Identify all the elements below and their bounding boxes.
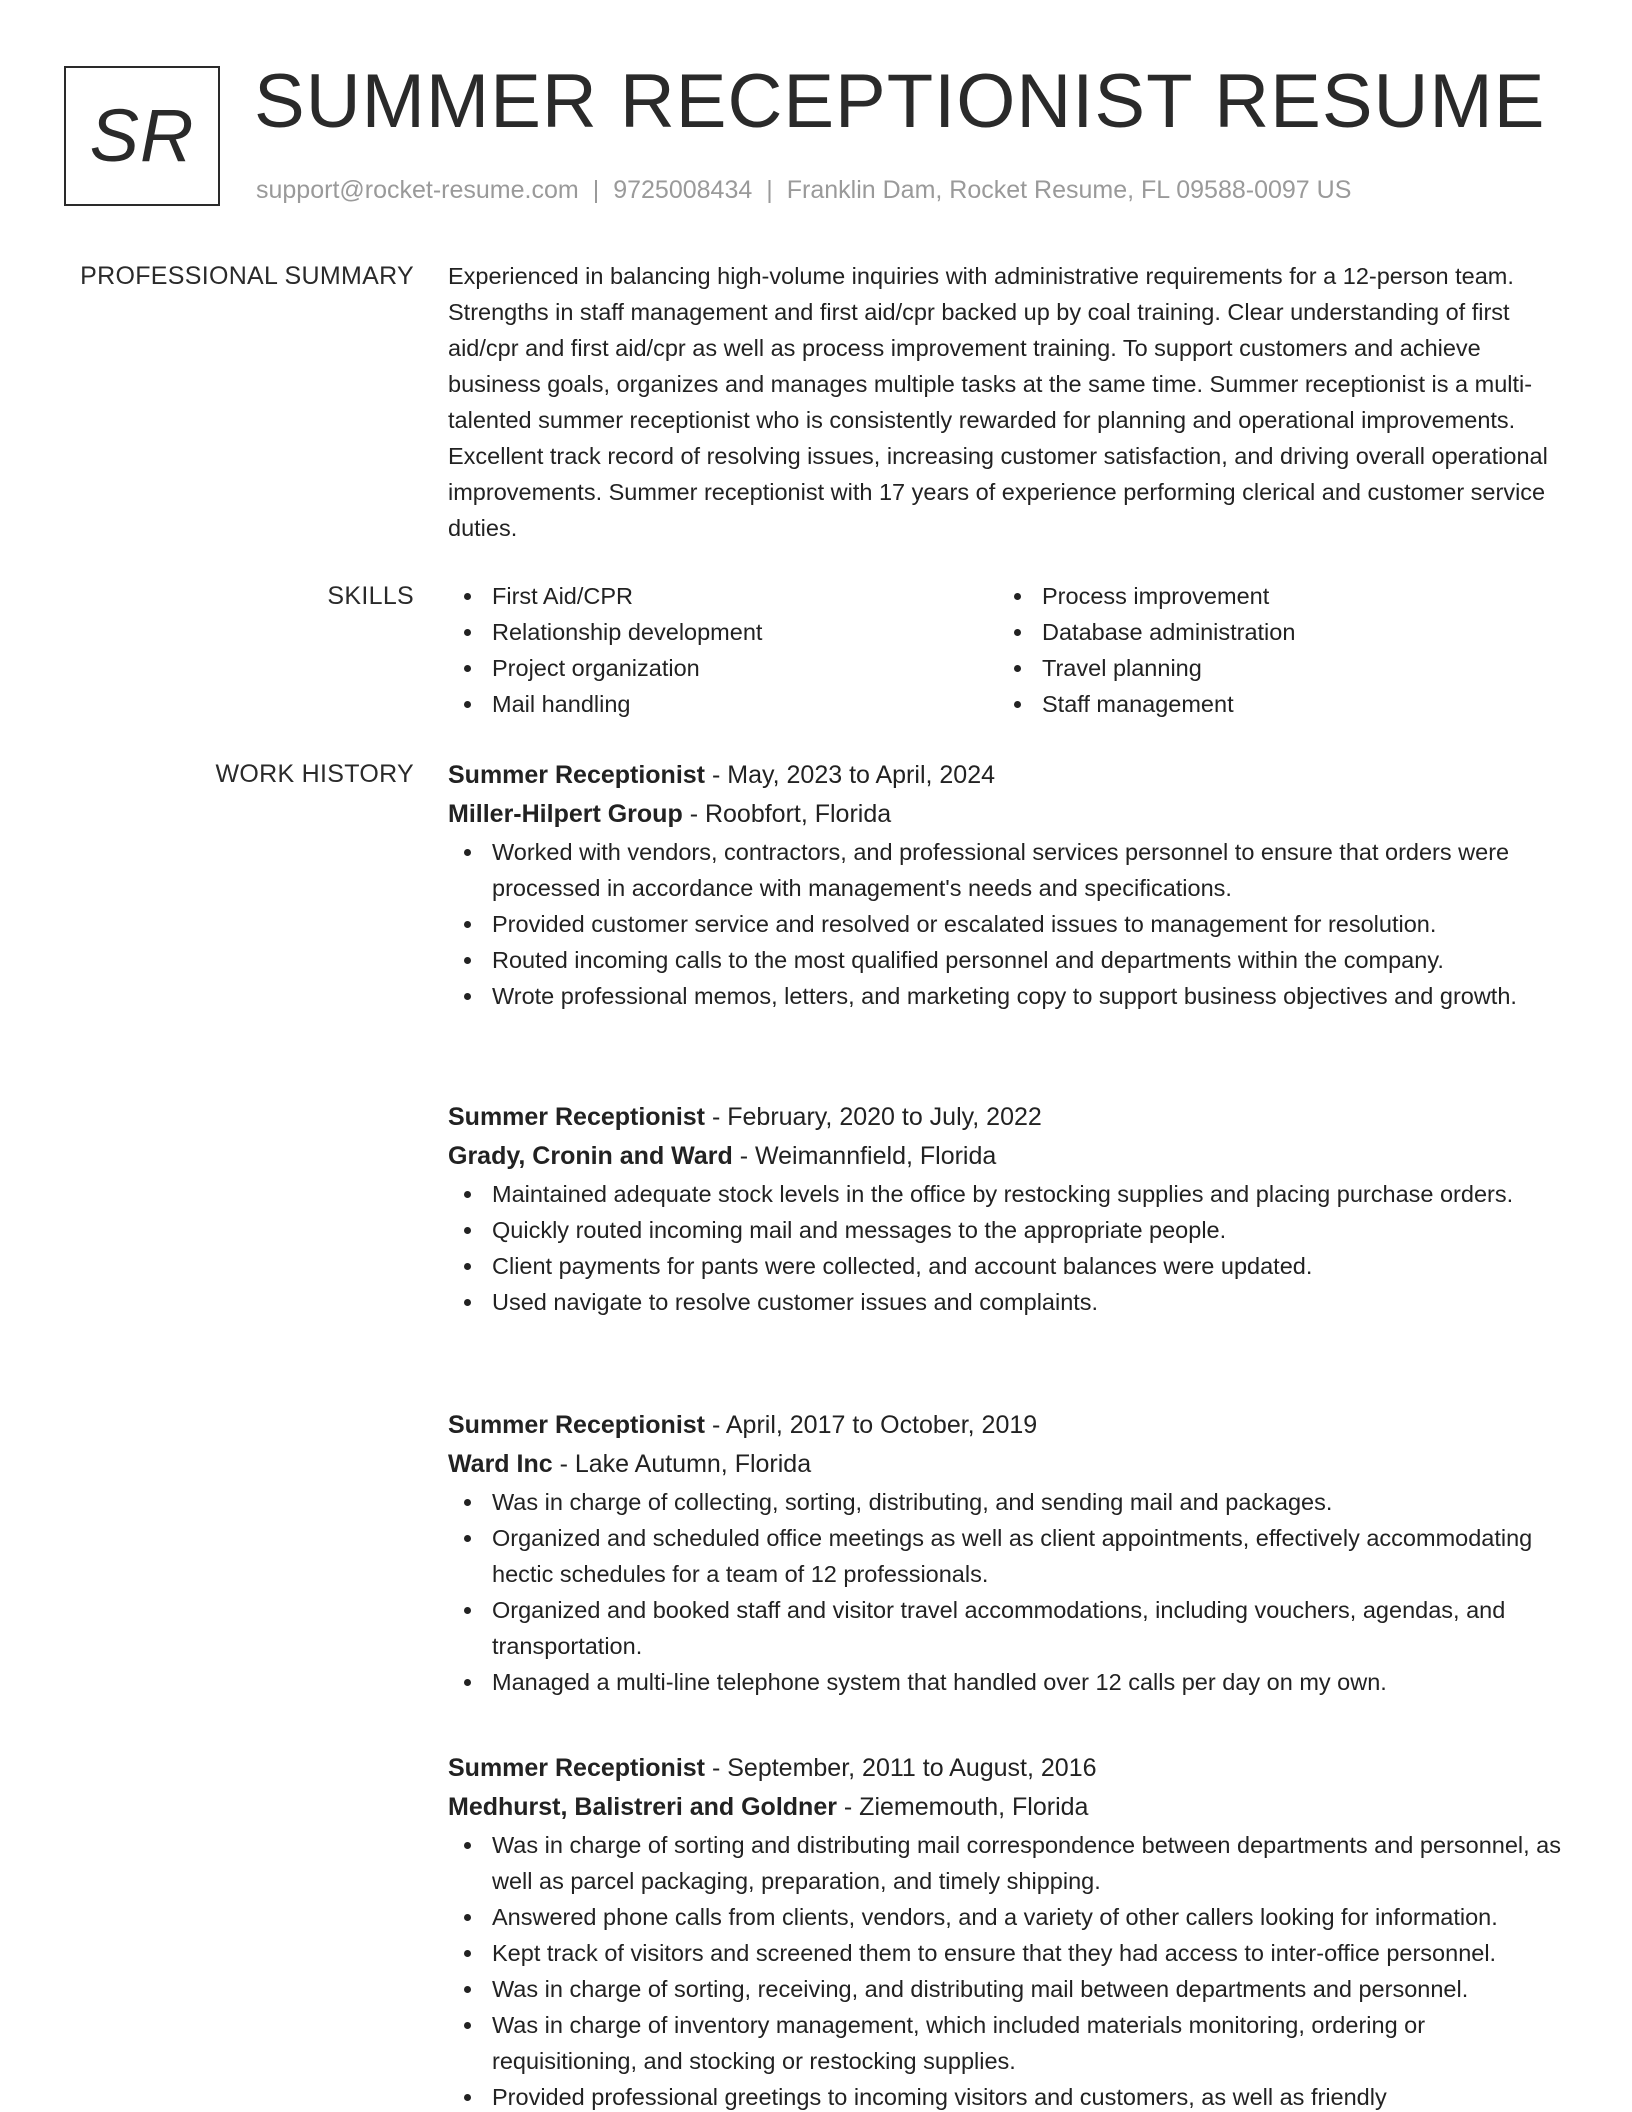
job-duties [448,1484,1574,1700]
job-company-line [448,1137,1574,1176]
job-title-line [448,1749,1574,1788]
job-duty: Maintained adequate stock levels in the office by restocking supplies and placing purchase orders. [448,1176,1574,1212]
skill-item: Project organization [448,650,998,686]
job-entry [448,756,1574,1014]
job-duties [448,1827,1574,2112]
job-duty: Answered phone calls from clients, vendors, and a variety of other callers looking for information. [448,1899,1574,1935]
job-duty: Was in charge of collecting, sorting, distributing, and sending mail and packages. [448,1484,1574,1520]
job-entry [448,1098,1574,1320]
skills-grid [448,578,1574,722]
contact-address: Franklin Dam, Rocket Resume, FL 09588-0097 US [786,176,1352,204]
job-title: Summer Receptionist [448,1754,706,1782]
skills-body [448,578,1574,722]
job-dates: - September, 2011 to August, 2016 [711,1754,1097,1782]
job-duty: Provided customer service and resolved or escalated issues to management for resolution. [448,906,1574,942]
job-entry [448,1406,1574,1700]
job-title-line [448,1406,1574,1445]
job-duty: Client payments for pants were collected, and account balances were updated. [448,1248,1574,1284]
monogram-badge [64,66,220,206]
job-title-line [448,1098,1574,1137]
job-duty: Organized and scheduled office meetings as well as client appointments, effectively accommodating hectic schedules for a team of 12 professionals. [448,1520,1574,1592]
job-duty: Used navigate to resolve customer issues and complaints. [448,1284,1574,1320]
job-location: - Roobfort, Florida [689,800,892,828]
skill-item: Mail handling [448,686,998,722]
job-location: - Weimannfield, Florida [739,1142,997,1170]
job-title-line [448,756,1574,795]
job-duty: Organized and booked staff and visitor travel accommodations, including vouchers, agendas, and transportation. [448,1592,1574,1664]
resume-title: SUMMER RECEPTIONIST RESUME [254,59,1546,144]
contact-line [256,174,1351,207]
contact-separator: | [592,176,600,204]
job-company-line [448,795,1574,834]
job-entry [448,1749,1574,2112]
job-duty: Kept track of visitors and screened them to ensure that they had access to inter-office personnel. [448,1935,1574,1971]
job-dates: - February, 2020 to July, 2022 [711,1103,1042,1131]
job-dates: - May, 2023 to April, 2024 [711,761,996,789]
contact-phone: 9725008434 [613,176,753,204]
job-duties [448,1176,1574,1320]
job-company: Miller-Hilpert Group [448,800,683,828]
job-duty: Provided professional greetings to incoming visitors and customers, as well as friendly [448,2079,1574,2112]
summary-body [448,258,1574,546]
job-title: Summer Receptionist [448,1411,706,1439]
job-company: Grady, Cronin and Ward [448,1142,733,1170]
skills-column-left [448,578,998,722]
job-duty: Managed a multi-line telephone system that handled over 12 calls per day on my own. [448,1664,1574,1700]
job-duty: Was in charge of sorting and distributing mail correspondence between departments and personnel, as well as parcel packaging, preparation, and timely shipping. [448,1827,1574,1899]
skills-label: SKILLS [327,582,414,610]
contact-email: support@rocket-resume.com [256,176,579,204]
job-company-line [448,1445,1574,1484]
job-duty: Routed incoming calls to the most qualified personnel and departments within the company. [448,942,1574,978]
skill-item: Staff management [998,686,1548,722]
job-location: - Ziememouth, Florida [843,1793,1089,1821]
job-company: Ward Inc [448,1450,553,1478]
contact-separator: | [766,176,773,204]
job-company: Medhurst, Balistreri and Goldner [448,1793,837,1821]
job-location: - Lake Autumn, Florida [559,1450,812,1478]
monogram-initials: SR [89,94,195,177]
skill-item: Database administration [998,614,1548,650]
job-duty: Was in charge of inventory management, which included materials monitoring, ordering or requisitioning, and stocking or restocking supplies. [448,2007,1574,2079]
job-title: Summer Receptionist [448,761,706,789]
work-history-label: WORK HISTORY [215,760,414,788]
job-duty: Wrote professional memos, letters, and marketing copy to support business objectives and growth. [448,978,1574,1014]
skill-item: First Aid/CPR [448,578,998,614]
summary-label: PROFESSIONAL SUMMARY [80,262,414,290]
job-duty: Quickly routed incoming mail and messages to the appropriate people. [448,1212,1574,1248]
skills-column-right [998,578,1548,722]
job-duty: Was in charge of sorting, receiving, and distributing mail between departments and personnel. [448,1971,1574,2007]
skill-item: Relationship development [448,614,998,650]
skill-item: Travel planning [998,650,1548,686]
summary-text: Experienced in balancing high-volume inquiries with administrative requirements for a 12-person team. Strengths in staff management and first aid/cpr backed up by coal training. Clear understanding of first aid/cpr and first aid/cpr as well as process improvement training. To support customers and achieve business goals, organizes and manages multiple tasks at the same time. Summer receptionist is a multi-talented summer receptionist who is consistently rewarded for planning and operational improvements. Excellent track record of resolving issues, increasing customer satisfaction, and driving overall operational improvements. Summer receptionist with 17 years of experience performing clerical and customer service duties. [448,263,1548,541]
job-duty: Worked with vendors, contractors, and professional services personnel to ensure that orders were processed in accordance with management's needs and specifications. [448,834,1574,906]
job-title: Summer Receptionist [448,1103,706,1131]
skill-item: Process improvement [998,578,1548,614]
job-dates: - April, 2017 to October, 2019 [711,1411,1038,1439]
job-duties [448,834,1574,1014]
job-company-line [448,1788,1574,1827]
